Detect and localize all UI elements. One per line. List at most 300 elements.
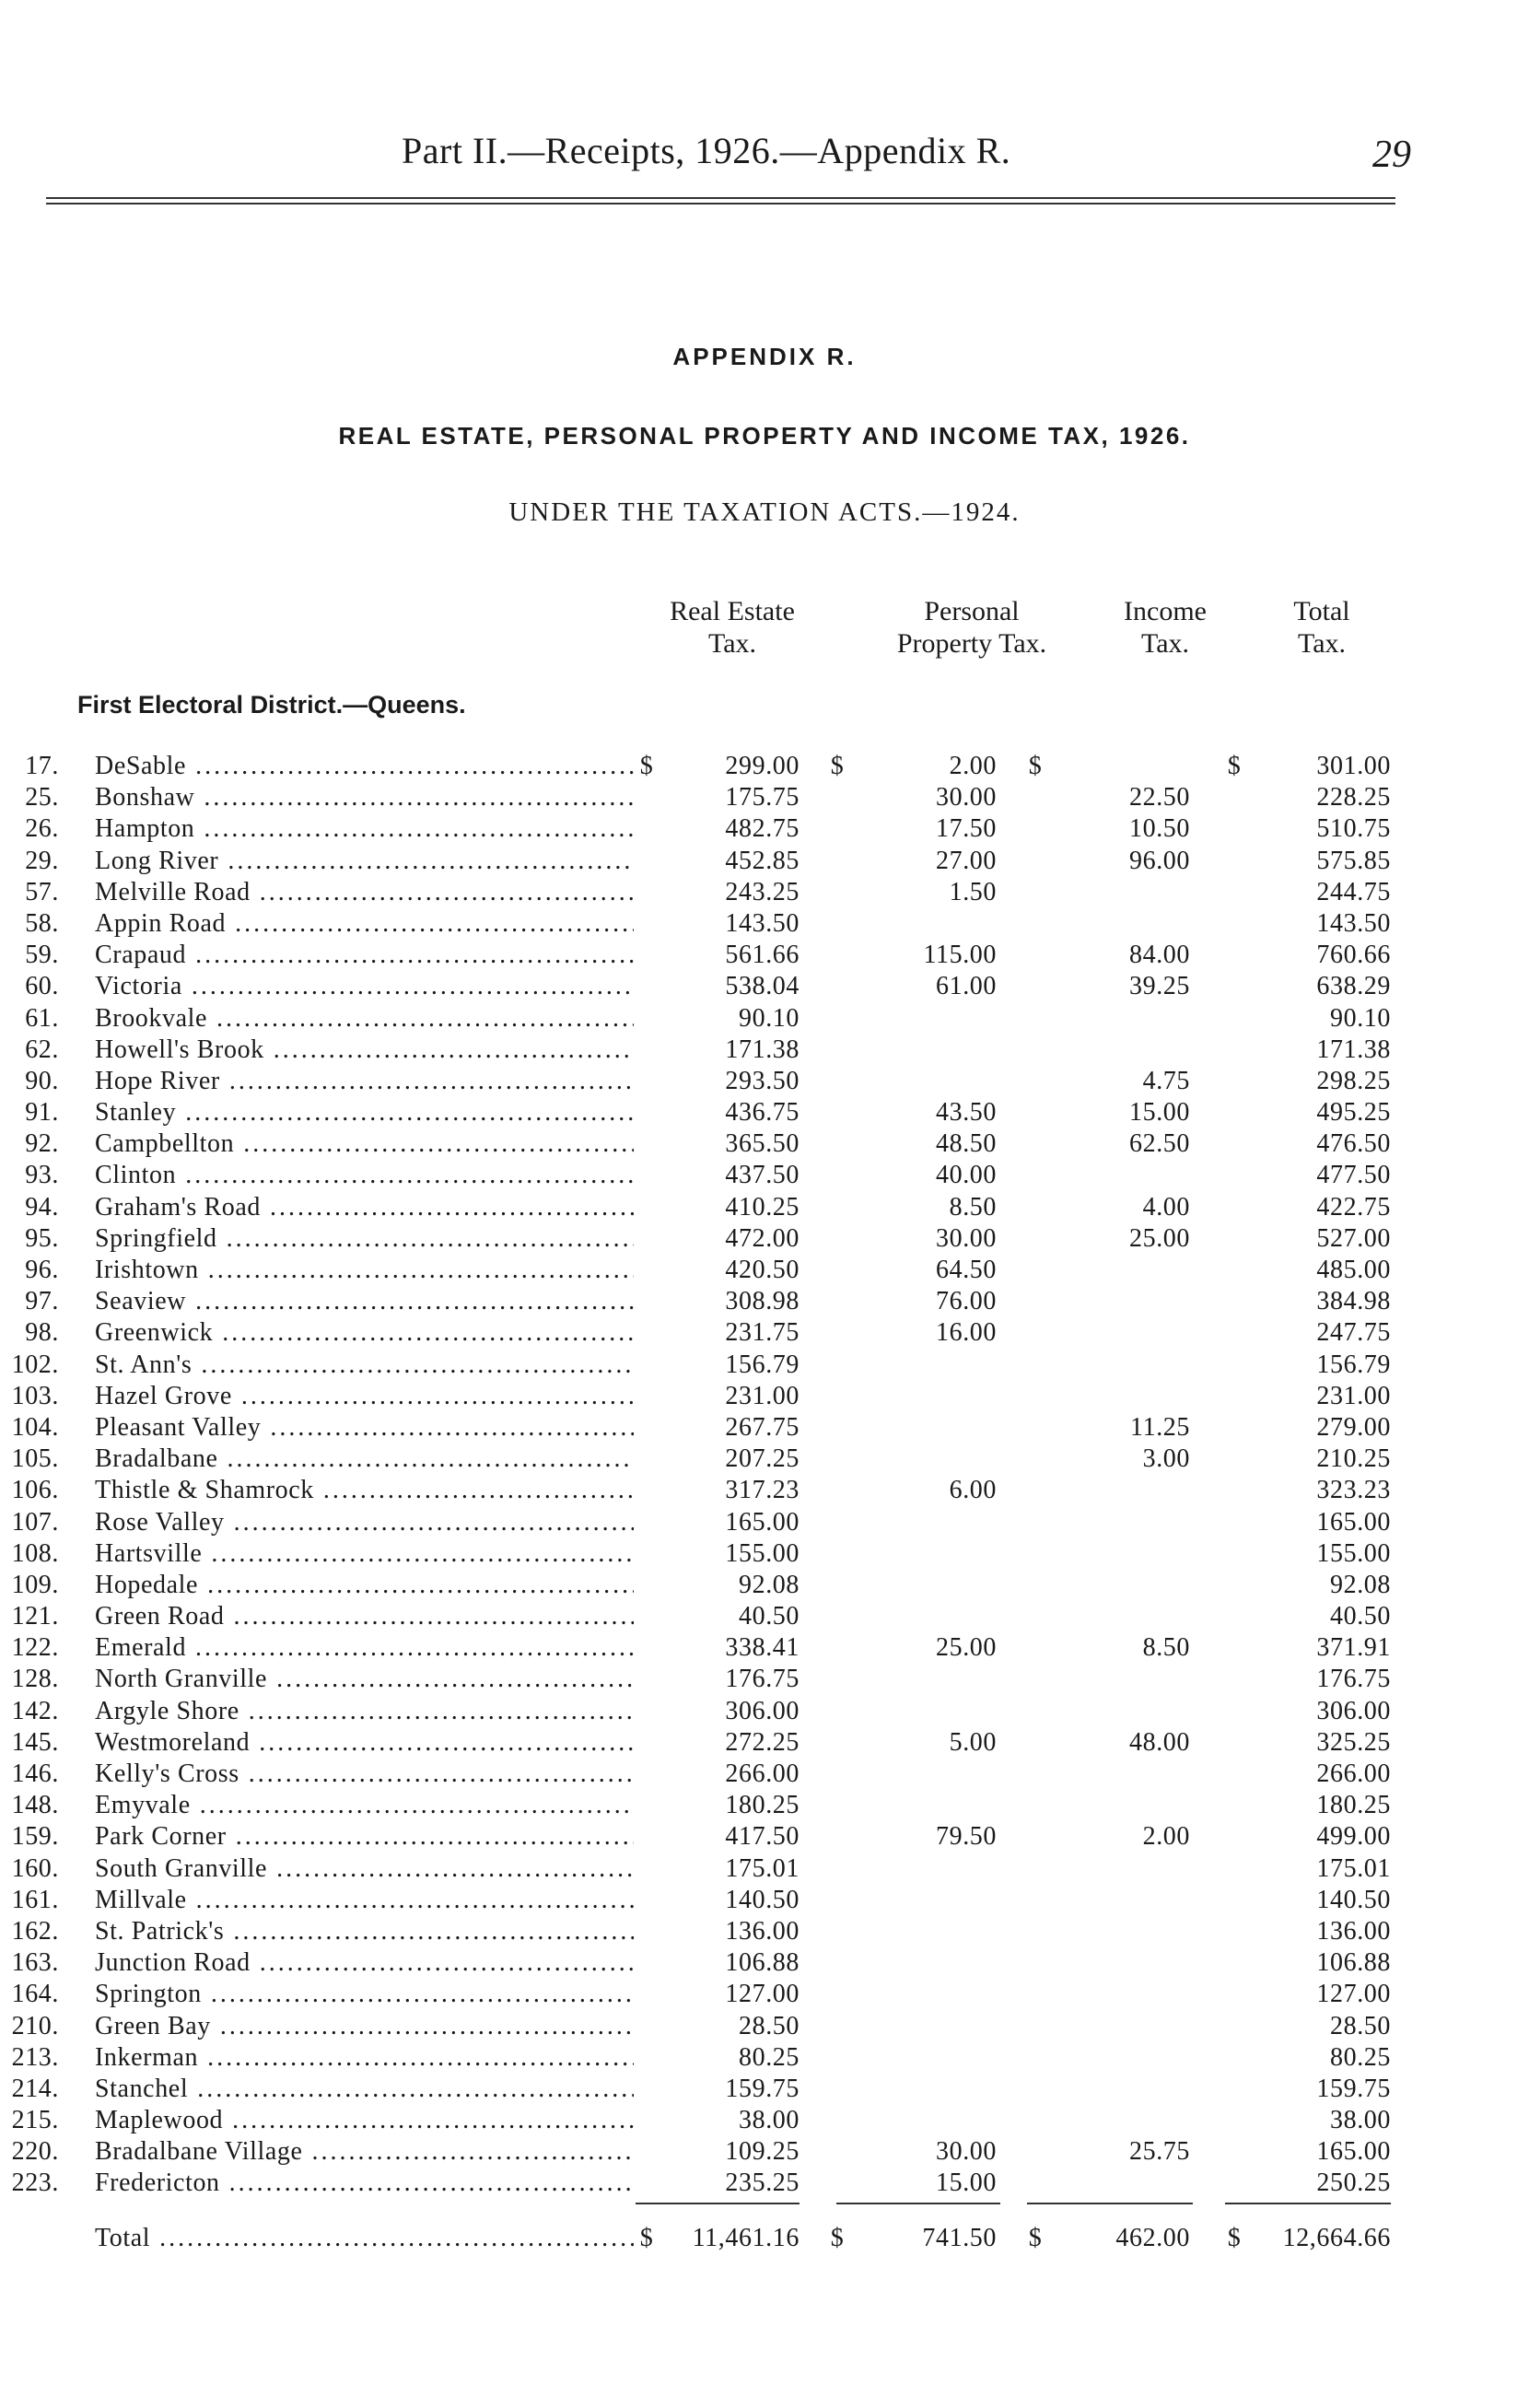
table-row [0,1192,1529,1223]
personal-property-tax: 15.00 [936,2168,997,2198]
real-estate-tax: 235.25 [725,2168,800,2198]
district-name: Thistle & Shamrock ..... [95,1475,634,1506]
personal-property-tax: 61.00 [936,972,997,1001]
district-number: 164. [11,1980,59,2009]
district-name: Green Road ..... [95,1601,634,1632]
currency-sign: $ [639,2224,654,2252]
column-header-line: Total [1293,596,1350,626]
total-tax: 527.00 [1316,1223,1391,1253]
total-tax: 325.25 [1316,1727,1391,1757]
real-estate-tax: 155.00 [725,1538,800,1568]
total-tax: 175.01 [1316,1853,1391,1883]
total-tax: 155.00 [1316,1538,1391,1568]
total-tax: 250.25 [1316,2168,1391,2198]
district-name: Fredericton ..... [95,2168,634,2199]
district-number: 146. [11,1759,59,1788]
table-row [0,1097,1529,1128]
table-row [0,1128,1529,1160]
personal-property-tax: 2.00 [949,752,997,780]
income-tax: 39.25 [1129,972,1190,1001]
real-estate-tax: 561.66 [725,941,800,970]
district-name: Kelly's Cross ..... [95,1759,634,1790]
total-tax: 298.25 [1316,1066,1391,1095]
real-estate-tax: 127.00 [725,1980,800,2009]
currency-sign: $ [830,2224,845,2252]
total-tax: 156.79 [1316,1350,1391,1379]
table-row [0,2011,1529,2042]
district-number: 223. [11,2168,59,2198]
table-row [0,1664,1529,1695]
total-tax: 638.29 [1316,972,1391,1001]
district-name: Hartsville ..... [95,1538,634,1570]
column-header-line: Tax. [1297,628,1347,659]
total-tax: 244.75 [1316,877,1391,906]
table-row [0,1035,1529,1066]
district-number: 95. [25,1223,59,1253]
real-estate-tax: 436.75 [725,1098,800,1128]
column-header-income [1096,595,1234,660]
sum-rule [1225,2203,1391,2204]
district-name: Clinton ..... [95,1160,634,1191]
total-tax: 301.00 [1316,752,1391,780]
table-row [0,1916,1529,1947]
district-name: Bonshaw ..... [95,782,634,813]
personal-property-tax: 40.00 [936,1161,997,1190]
currency-sign: $ [1227,2224,1242,2252]
real-estate-tax: 106.88 [725,1948,800,1978]
real-estate-tax: 272.25 [725,1727,800,1757]
page-number: 29 [1372,134,1411,176]
total-tax: 384.98 [1316,1287,1391,1316]
real-estate-tax: 156.79 [725,1350,800,1379]
total-tax: 40.50 [1330,1602,1391,1631]
table-row [0,1853,1529,1885]
table-row [0,1570,1529,1601]
table-row [0,782,1529,813]
table-row [0,1821,1529,1853]
table-row [0,1317,1529,1349]
district-name: Crapaud ..... [95,940,634,971]
sum-rule [836,2203,1000,2204]
real-estate-tax: 266.00 [725,1759,800,1788]
real-estate-tax: 472.00 [725,1223,800,1253]
district-name: Hopedale ..... [95,1570,634,1601]
income-tax: 25.75 [1129,2137,1190,2167]
real-estate-tax: 80.25 [739,2042,800,2072]
district-number: 90. [25,1066,59,1095]
income-tax: 84.00 [1129,941,1190,970]
table-row [0,1381,1529,1412]
currency-sign: $ [1227,752,1242,780]
table-row [0,2042,1529,2074]
income-tax: 4.00 [1142,1192,1190,1222]
district-number: 210. [11,2011,59,2040]
table-row [0,1727,1529,1759]
table-row [0,1507,1529,1538]
district-number: 121. [11,1602,59,1631]
real-estate-tax: 180.25 [725,1791,800,1820]
currency-sign: $ [639,752,654,780]
real-estate-tax: 207.25 [725,1444,800,1474]
total-tax: 165.00 [1316,1507,1391,1537]
district-name: Springfield ..... [95,1223,634,1255]
personal-property-tax: 30.00 [936,783,997,812]
personal-property-tax: 5.00 [949,1727,997,1757]
total-tax: 231.00 [1316,1381,1391,1410]
table-row [0,751,1529,782]
real-estate-tax: 140.50 [725,1885,800,1914]
personal-property-tax: 30.00 [936,1223,997,1253]
table-row [0,1632,1529,1664]
district-name: Hampton ..... [95,813,634,845]
personal-property-tax: 115.00 [923,941,997,970]
real-estate-tax: 165.00 [725,1507,800,1537]
real-estate-tax: 317.23 [725,1476,800,1505]
table-row [0,1475,1529,1506]
district-number: 161. [11,1885,59,1914]
real-estate-tax: 231.00 [725,1381,800,1410]
currency-sign: $ [830,752,845,780]
district-number: 59. [25,941,59,970]
header-rule [46,203,1395,205]
total-tax: 323.23 [1316,1476,1391,1505]
income-tax: 62.50 [1129,1129,1190,1159]
real-estate-tax: 175.01 [725,1853,800,1883]
total-tax: 476.50 [1316,1129,1391,1159]
district-name: Hope River ..... [95,1066,634,1097]
real-estate-tax: 90.10 [739,1003,800,1033]
district-number: 107. [11,1507,59,1537]
income-tax: 22.50 [1129,783,1190,812]
column-header-line: Tax. [707,628,757,659]
district-number: 162. [11,1916,59,1946]
column-header-line: Personal [924,596,1020,626]
table-row [0,971,1529,1002]
total-tax: 90.10 [1330,1003,1391,1033]
district-number: 60. [25,972,59,1001]
table-row [0,2168,1529,2199]
real-estate-tax: 143.50 [725,908,800,938]
total-tax: 38.00 [1330,2106,1391,2135]
income-tax: 25.00 [1129,1223,1190,1253]
table-row [0,1286,1529,1317]
real-estate-tax: 293.50 [725,1066,800,1095]
district-number: 26. [25,814,59,844]
table-row [0,1160,1529,1191]
table-row [0,1696,1529,1727]
total-tax: 127.00 [1316,1980,1391,2009]
table-row [0,1255,1529,1286]
personal-property-tax: 76.00 [936,1287,997,1316]
district-number: 163. [11,1948,59,1978]
real-estate-tax: 417.50 [725,1822,800,1852]
district-number: 97. [25,1287,59,1316]
district-number: 96. [25,1256,59,1284]
page-header [0,129,1529,193]
personal-property-tax: 16.00 [936,1318,997,1348]
personal-property-tax: 48.50 [936,1129,997,1159]
real-estate-tax: 159.75 [725,2074,800,2103]
district-name: Greenwick ..... [95,1317,634,1349]
district-name: Pleasant Valley ..... [95,1412,634,1444]
income-tax: 11.25 [1130,1412,1190,1442]
total-total: 12,664.66 [1282,2224,1391,2252]
total-tax: 210.25 [1316,1444,1391,1474]
table-row [0,1979,1529,2010]
total-tax: 80.25 [1330,2042,1391,2072]
total-tax: 92.08 [1330,1570,1391,1599]
district-number: 29. [25,846,59,875]
real-estate-tax: 338.41 [725,1633,800,1663]
total-tax: 247.75 [1316,1318,1391,1348]
sum-rule [636,2203,800,2204]
district-number: 61. [25,1003,59,1033]
column-header-line: Real Estate [670,596,795,626]
table-row [0,1759,1529,1790]
district-number: 94. [25,1192,59,1222]
district-name: Stanley ..... [95,1097,634,1128]
total-tax: 143.50 [1316,908,1391,938]
district-number: 142. [11,1696,59,1725]
real-estate-tax: 38.00 [739,2106,800,2135]
personal-property-tax: 64.50 [936,1256,997,1284]
income-tax: 48.00 [1129,1727,1190,1757]
real-estate-tax: 267.75 [725,1412,800,1442]
district-number: 98. [25,1318,59,1348]
district-name: Bradalbane Village ..... [95,2136,634,2168]
district-number: 91. [25,1098,59,1128]
table-row [0,1223,1529,1255]
total-tax: 266.00 [1316,1759,1391,1788]
district-name: Millvale ..... [95,1885,634,1916]
table-row [0,1003,1529,1035]
total-tax: 485.00 [1316,1256,1391,1284]
district-name: Green Bay ..... [95,2011,634,2042]
district-name: DeSable ..... [95,751,634,782]
currency-sign: $ [1028,2224,1043,2252]
total-tax: 159.75 [1316,2074,1391,2103]
section-heading: First Electoral District.—Queens. [77,691,466,719]
district-number: 128. [11,1665,59,1694]
appendix-title: APPENDIX R. [672,343,857,370]
district-name: Brookvale ..... [95,1003,634,1035]
district-number: 220. [11,2137,59,2167]
total-tax: 422.75 [1316,1192,1391,1222]
real-estate-tax: 420.50 [725,1256,800,1284]
total-tax: 28.50 [1330,2011,1391,2040]
real-estate-tax: 136.00 [725,1916,800,1946]
district-name: Howell's Brook ..... [95,1035,634,1066]
personal-property-tax: 27.00 [936,846,997,875]
total-tax: 306.00 [1316,1696,1391,1725]
district-name: Hazel Grove ..... [95,1381,634,1412]
main-title: REAL ESTATE, PERSONAL PROPERTY AND INCOME TAX, 1926. [338,422,1191,450]
table-row [0,1538,1529,1570]
total-tax: 279.00 [1316,1412,1391,1442]
real-estate-tax: 92.08 [739,1570,800,1599]
total-real-estate: 11,461.16 [692,2224,800,2252]
real-estate-tax: 28.50 [739,2011,800,2040]
district-number: 108. [11,1538,59,1568]
personal-property-tax: 79.50 [936,1822,997,1852]
column-header-line: Property Tax. [896,628,1047,659]
total-tax: 575.85 [1316,846,1391,875]
total-tax: 228.25 [1316,783,1391,812]
currency-sign: $ [1028,752,1043,780]
total-tax: 171.38 [1316,1035,1391,1064]
district-number: 122. [11,1633,59,1663]
real-estate-tax: 538.04 [725,972,800,1001]
district-name: Irishtown ..... [95,1255,634,1286]
table-row [0,2136,1529,2168]
table-row [0,1601,1529,1632]
district-name: Stanchel ..... [95,2074,634,2105]
district-number: 92. [25,1129,59,1159]
real-estate-tax: 176.75 [725,1665,800,1694]
real-estate-tax: 306.00 [725,1696,800,1725]
real-estate-tax: 308.98 [725,1287,800,1316]
table-row [0,1412,1529,1444]
income-tax: 2.00 [1142,1822,1190,1852]
income-tax: 15.00 [1129,1098,1190,1128]
district-name: St. Patrick's ..... [95,1916,634,1947]
column-header-line: Income [1124,596,1207,626]
district-name: Bradalbane ..... [95,1444,634,1475]
table-row [0,1066,1529,1097]
table-row [0,877,1529,908]
table-row [0,940,1529,971]
column-header-real-estate [626,595,838,660]
table-row [0,2105,1529,2136]
real-estate-tax: 452.85 [725,846,800,875]
total-tax: 499.00 [1316,1822,1391,1852]
district-number: 214. [11,2074,59,2103]
district-number: 25. [25,783,59,812]
income-tax: 8.50 [1142,1633,1190,1663]
personal-property-tax: 8.50 [949,1192,997,1222]
real-estate-tax: 40.50 [739,1602,800,1631]
income-tax: 96.00 [1129,846,1190,875]
total-tax: 176.75 [1316,1665,1391,1694]
personal-property-tax: 43.50 [936,1098,997,1128]
district-number: 104. [11,1412,59,1442]
income-tax: 3.00 [1142,1444,1190,1474]
personal-property-tax: 1.50 [949,877,997,906]
table-row [0,1947,1529,1979]
district-number: 106. [11,1476,59,1505]
personal-property-tax: 17.50 [936,814,997,844]
district-number: 62. [25,1035,59,1064]
district-number: 159. [11,1822,59,1852]
table-row [0,908,1529,940]
total-tax: 106.88 [1316,1948,1391,1978]
tax-table [0,751,1529,2200]
real-estate-tax: 243.25 [725,877,800,906]
table-row [0,846,1529,877]
sum-rule [1027,2203,1193,2204]
district-number: 105. [11,1444,59,1474]
table-row [0,1885,1529,1916]
total-income: 462.00 [1115,2224,1190,2252]
district-number: 160. [11,1853,59,1883]
district-name: Seaview ..... [95,1286,634,1317]
table-row [0,1790,1529,1821]
table-row [0,1350,1529,1381]
district-number: 103. [11,1381,59,1410]
total-tax: 371.91 [1316,1633,1391,1663]
column-header-total [1262,595,1382,660]
real-estate-tax: 299.00 [725,752,800,780]
total-tax: 180.25 [1316,1791,1391,1820]
district-name: Park Corner ..... [95,1821,634,1853]
district-name: Campbellton ..... [95,1128,634,1160]
real-estate-tax: 482.75 [725,814,800,844]
table-row [0,2074,1529,2105]
personal-property-tax: 25.00 [936,1633,997,1663]
district-number: 145. [11,1727,59,1757]
header-rule [46,197,1395,199]
district-name: Long River ..... [95,846,634,877]
real-estate-tax: 175.75 [725,783,800,812]
income-tax: 4.75 [1142,1066,1190,1095]
running-head: Part II.—Receipts, 1926.—Appendix R. [402,130,1011,171]
total-tax: 760.66 [1316,941,1391,970]
total-tax: 136.00 [1316,1916,1391,1946]
district-number: 213. [11,2042,59,2072]
real-estate-tax: 231.75 [725,1318,800,1348]
personal-property-tax: 30.00 [936,2137,997,2167]
real-estate-tax: 437.50 [725,1161,800,1190]
district-name: Appin Road ..... [95,908,634,940]
real-estate-tax: 109.25 [725,2137,800,2167]
district-name: Graham's Road ..... [95,1192,634,1223]
district-name: Victoria ..... [95,971,634,1002]
district-number: 58. [25,908,59,938]
personal-property-tax: 6.00 [949,1476,997,1505]
district-name: Rose Valley ..... [95,1507,634,1538]
total-tax: 495.25 [1316,1098,1391,1128]
total-tax: 165.00 [1316,2137,1391,2167]
total-tax: 510.75 [1316,814,1391,844]
district-name: Springton ..... [95,1979,634,2010]
district-number: 109. [11,1570,59,1599]
total-personal: 741.50 [922,2224,997,2252]
total-tax: 140.50 [1316,1885,1391,1914]
total-label: Total ..... [95,2220,634,2257]
district-name: Argyle Shore ..... [95,1696,634,1727]
total-row [0,2220,1529,2257]
real-estate-tax: 365.50 [725,1129,800,1159]
table-row [0,1444,1529,1475]
district-name: North Granville ..... [95,1664,634,1695]
real-estate-tax: 410.25 [725,1192,800,1222]
total-tax: 477.50 [1316,1161,1391,1190]
district-number: 57. [25,877,59,906]
district-name: Westmoreland ..... [95,1727,634,1759]
district-name: St. Ann's ..... [95,1350,634,1381]
district-number: 102. [11,1350,59,1379]
income-tax: 10.50 [1129,814,1190,844]
district-number: 215. [11,2106,59,2135]
district-name: Inkerman ..... [95,2042,634,2074]
district-number: 148. [11,1791,59,1820]
district-number: 17. [25,752,59,780]
real-estate-tax: 171.38 [725,1035,800,1064]
district-name: Maplewood ..... [95,2105,634,2136]
district-number: 93. [25,1161,59,1190]
column-header-personal [847,595,1096,660]
district-name: Junction Road ..... [95,1947,634,1979]
